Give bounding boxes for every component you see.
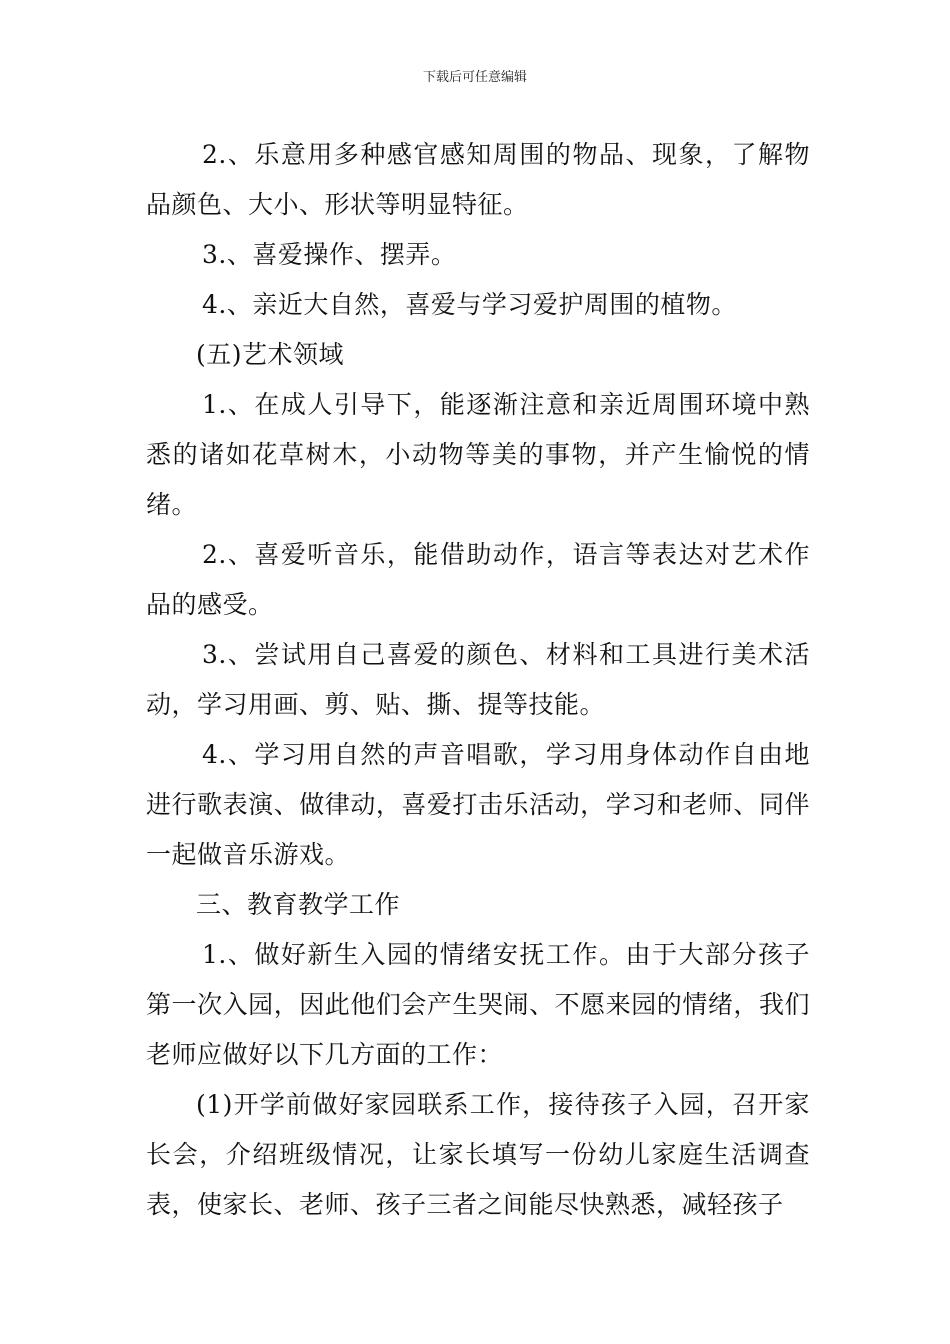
paragraph-science-item-2: 2.、乐意用多种感官感知周围的物品、现象，了解物品颜色、大小、形状等明显特征。 (146, 140, 810, 219)
paragraph-art-item-3: 3.、尝试用自己喜爱的颜色、材料和工具进行美术活动，学习用画、剪、贴、撕、提等技能。 (146, 640, 810, 719)
paragraph-art-item-4: 4.、学习用自然的声音唱歌，学习用身体动作自由地进行歌表演、做律动，喜爱打击乐活动，学习和老师、同伴一起做音乐游戏。 (146, 740, 810, 869)
section-heading-art: (五)艺术领域 (196, 340, 345, 369)
paragraph-teaching-subitem-1: (1)开学前做好家园联系工作，接待孩子入园，召开家长会，介绍班级情况，让家长填写一份幼儿家庭生活调查表，使家长、老师、孩子三者之间能尽快熟悉，减轻孩子 (146, 1090, 810, 1219)
document-body (146, 130, 810, 1230)
paragraph-science-item-4: 4.、亲近大自然，喜爱与学习爱护周围的植物。 (202, 290, 737, 319)
section-heading-teaching: 三、教育教学工作 (196, 890, 401, 919)
paragraph-art-item-1: 1.、在成人引导下，能逐渐注意和亲近周围环境中熟悉的诸如花草树木，小动物等美的事物，并产生愉悦的情绪。 (146, 390, 810, 519)
paragraph-teaching-item-1: 1.、做好新生入园的情绪安抚工作。由于大部分孩子第一次入园，因此他们会产生哭闹、不愿来园的情绪，我们老师应做好以下几方面的工作： (146, 940, 810, 1069)
page-header: 下载后可任意编辑 (422, 70, 527, 85)
paragraph-science-item-3: 3.、喜爱操作、摆弄。 (202, 240, 457, 269)
paragraph-art-item-2: 2.、喜爱听音乐，能借助动作，语言等表达对艺术作品的感受。 (146, 540, 810, 619)
